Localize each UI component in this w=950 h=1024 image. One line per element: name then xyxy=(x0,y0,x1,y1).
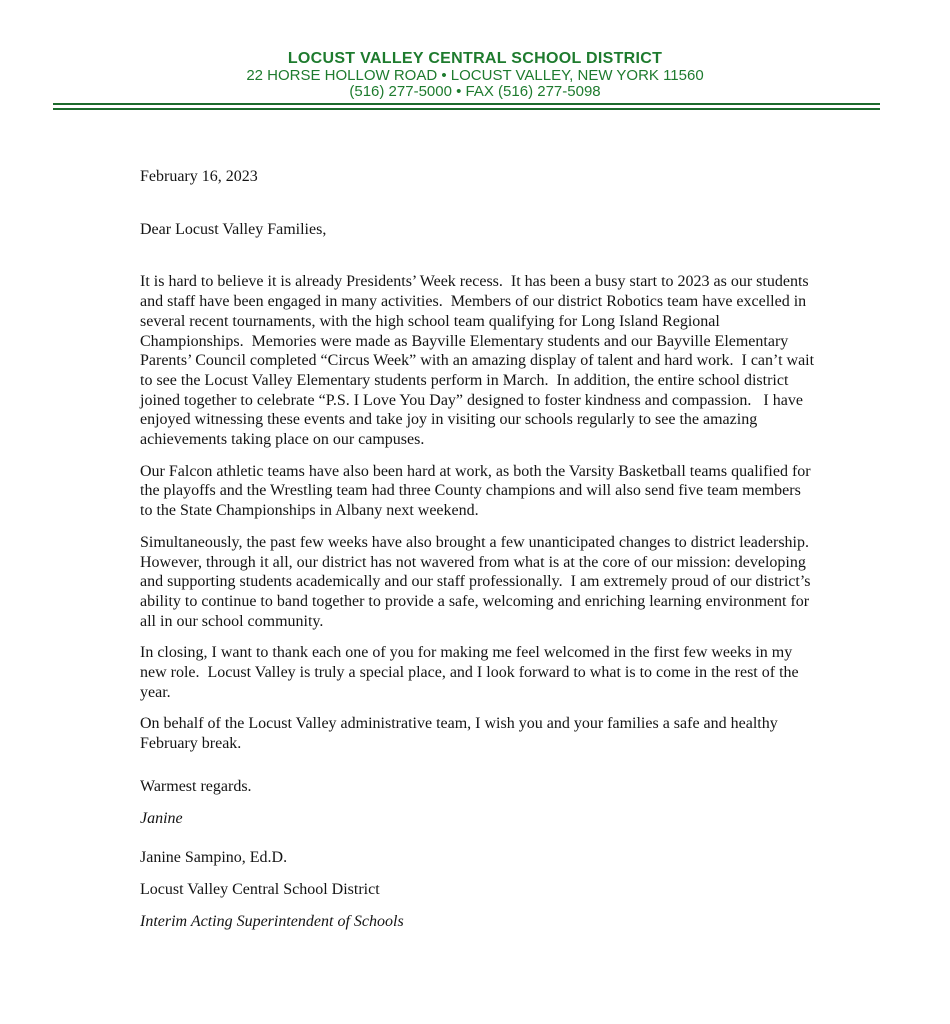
paragraph-4: In closing, I want to thank each one of you for making me feel welcomed in the first few weeks in my new role. Locust Valley is truly a special place, and I look forward to what is to come in the rest of the year. xyxy=(140,644,803,701)
closing: Warmest regards. xyxy=(140,777,252,795)
paragraph-1: It is hard to believe it is already Presidents’ Week recess. It has been a busy start to 2023 as our students and staff have been engaged in many activities. Members of our district Robotics team have excelled in several recent tournaments, with the high school team qualifying for Long Island Regional Championships. Memories were made as Bayville Elementary students and our Bayville Elementary Parents’ Council completed “Circus Week” with an amazing display of talent and hard work. I can’t wait to see the Locust Valley Elementary students perform in March. In addition, the entire school district joined together to celebrate “P.S. I Love You Day” designed to foster kindness and compassion. I have enjoyed witnessing these events and take joy in visiting our schools regularly to see the amazing achievements taking place on our campuses. xyxy=(140,273,819,449)
letter-body xyxy=(140,110,819,931)
signer-full-name: Janine Sampino, Ed.D. xyxy=(140,849,288,867)
signature-name: Janine xyxy=(140,809,183,827)
paragraph-3: Simultaneously, the past few weeks have also brought a few unanticipated changes to district leadership. However, through it all, our district has not wavered from what is at the core of our mission: developing and supporting students academically and our staff professionally. I am extremely proud of our district’s ability to continue to band together to provide a safe, welcoming and enriching learning environment for all in our school community. xyxy=(140,533,815,630)
signer-title: Interim Acting Superintendent of Schools xyxy=(140,912,404,930)
letter-date: February 16, 2023 xyxy=(140,168,258,185)
letterhead-phone: (516) 277-5000 • FAX (516) 277-5098 xyxy=(349,83,601,100)
district-name: LOCUST VALLEY CENTRAL SCHOOL DISTRICT xyxy=(287,50,663,67)
letterhead-address: 22 HORSE HOLLOW ROAD • LOCUST VALLEY, NEW YORK 11560 xyxy=(246,67,704,84)
letterhead-divider-rule xyxy=(53,103,880,110)
signer-organization: Locust Valley Central School District xyxy=(140,880,380,898)
paragraph-5: On behalf of the Locust Valley administrative team, I wish you and your families a safe and healthy February break. xyxy=(140,715,782,753)
letterhead xyxy=(0,0,950,100)
paragraph-2: Our Falcon athletic teams have also been hard at work, as both the Varsity Basketball teams qualified for the playoffs and the Wrestling team had three County champions and will also send five team members to the State Championships in Albany next weekend. xyxy=(140,462,815,520)
salutation: Dear Locust Valley Families, xyxy=(140,220,327,238)
